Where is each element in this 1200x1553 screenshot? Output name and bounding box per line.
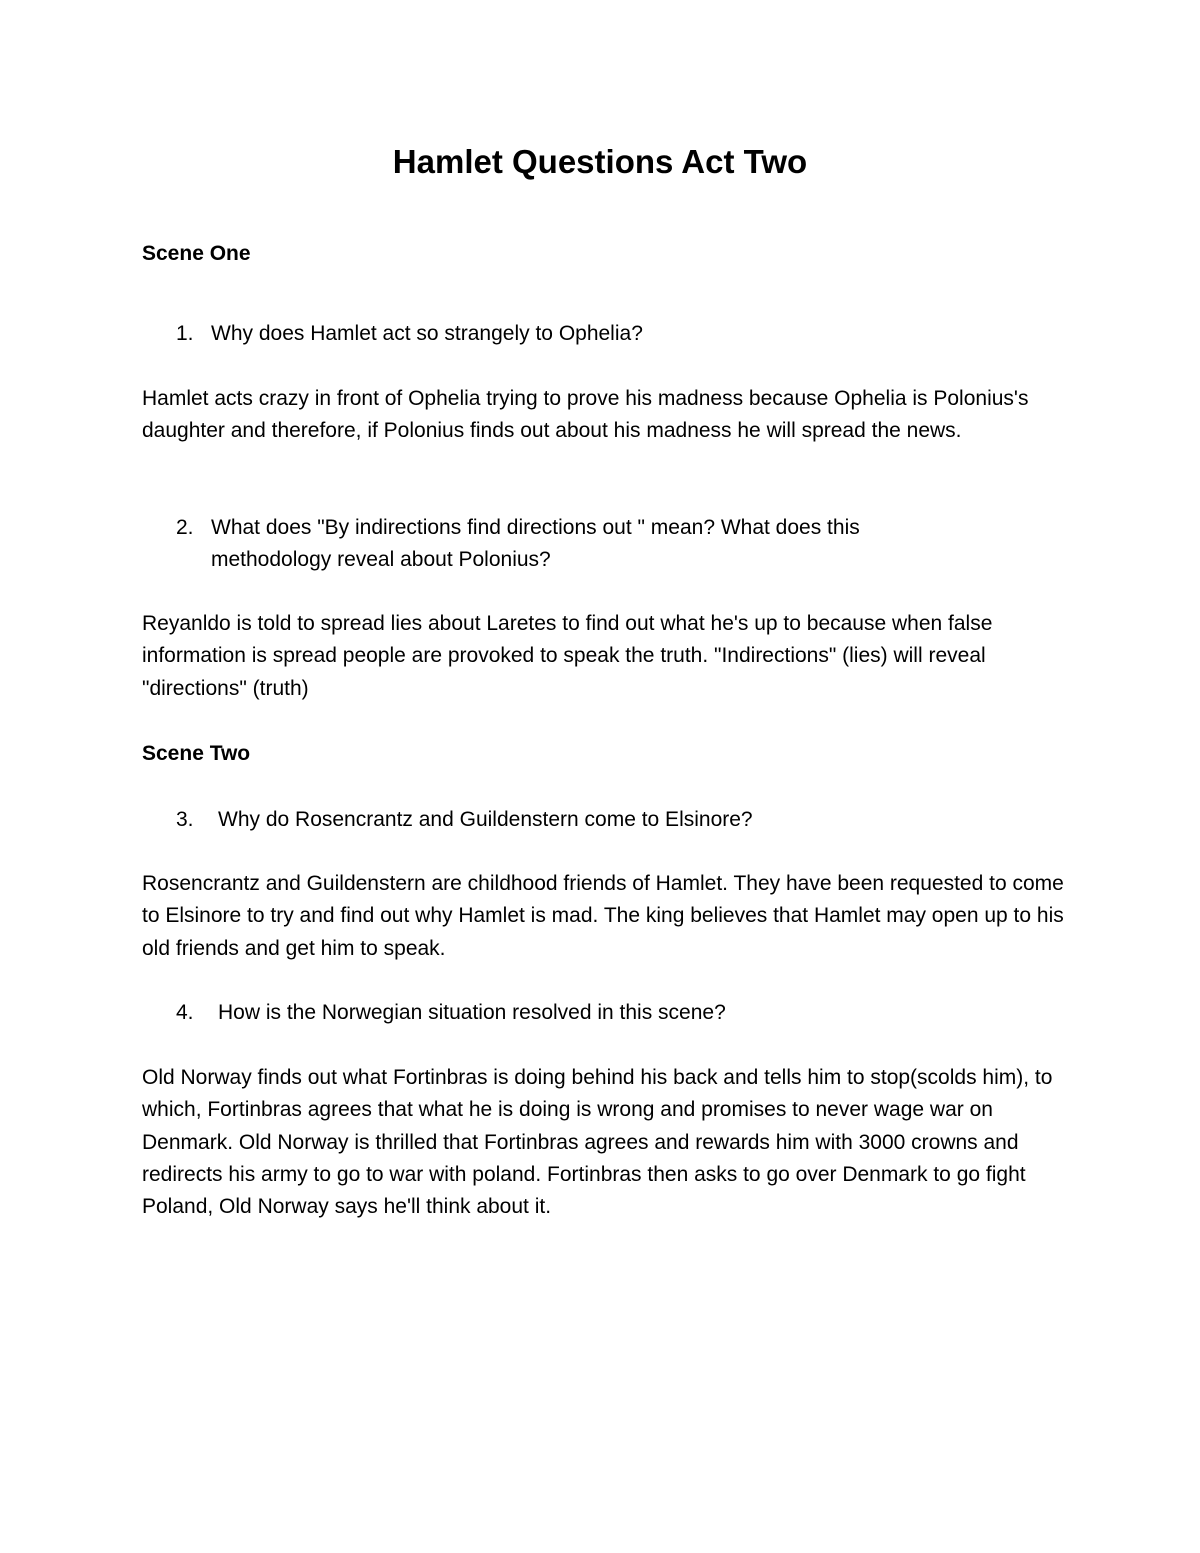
question-1-text: Why does Hamlet act so strangely to Ophelia? [211, 322, 643, 345]
answer-2: Reyanldo is told to spread lies about Laretes to find out what he's up to because when false information is spread people are provoked to speak the truth. "Indirections" (lies) will reveal "directions" (truth) [142, 612, 993, 700]
question-1 [176, 318, 1076, 350]
answer-4: Old Norway finds out what Fortinbras is doing behind his back and tells him to stop(scolds him), to which, Fortinbras agrees that what he is doing is wrong and promises to never wage war on Denmark. Old Norway is thrilled that Fortinbras agrees and rewards him with 3000 crowns and redirects his army to go to war with poland. Fortinbras then asks to go over Denmark to go fight Poland, Old Norway says he'll think about it. [142, 1066, 1053, 1219]
question-4-number: 4. [176, 1001, 194, 1024]
question-2 [176, 512, 956, 576]
question-3-number: 3. [176, 808, 194, 831]
scene-one-heading: Scene One [142, 242, 251, 265]
document-title: Hamlet Questions Act Two [392, 143, 808, 180]
scene-two-heading: Scene Two [142, 742, 251, 765]
question-2-text: What does "By indirections find directions out " mean? What does this methodology reveal about Polonius? [211, 516, 860, 571]
question-3-text: Why do Rosencrantz and Guildenstern come to Elsinore? [218, 808, 753, 831]
question-2-number: 2. [176, 516, 194, 539]
question-4-text: How is the Norwegian situation resolved in this scene? [218, 1001, 726, 1024]
question-1-number: 1. [176, 322, 194, 345]
answer-1: Hamlet acts crazy in front of Ophelia trying to prove his madness because Ophelia is Polonius's daughter and therefore, if Polonius finds out about his madness he will spread the news. [142, 387, 1029, 443]
answer-3: Rosencrantz and Guildenstern are childhood friends of Hamlet. They have been requested to come to Elsinore to try and find out why Hamlet is mad. The king believes that Hamlet may open up to his old friends and get him to speak. [142, 872, 1064, 960]
question-3 [176, 804, 1076, 836]
question-4 [176, 997, 1076, 1029]
